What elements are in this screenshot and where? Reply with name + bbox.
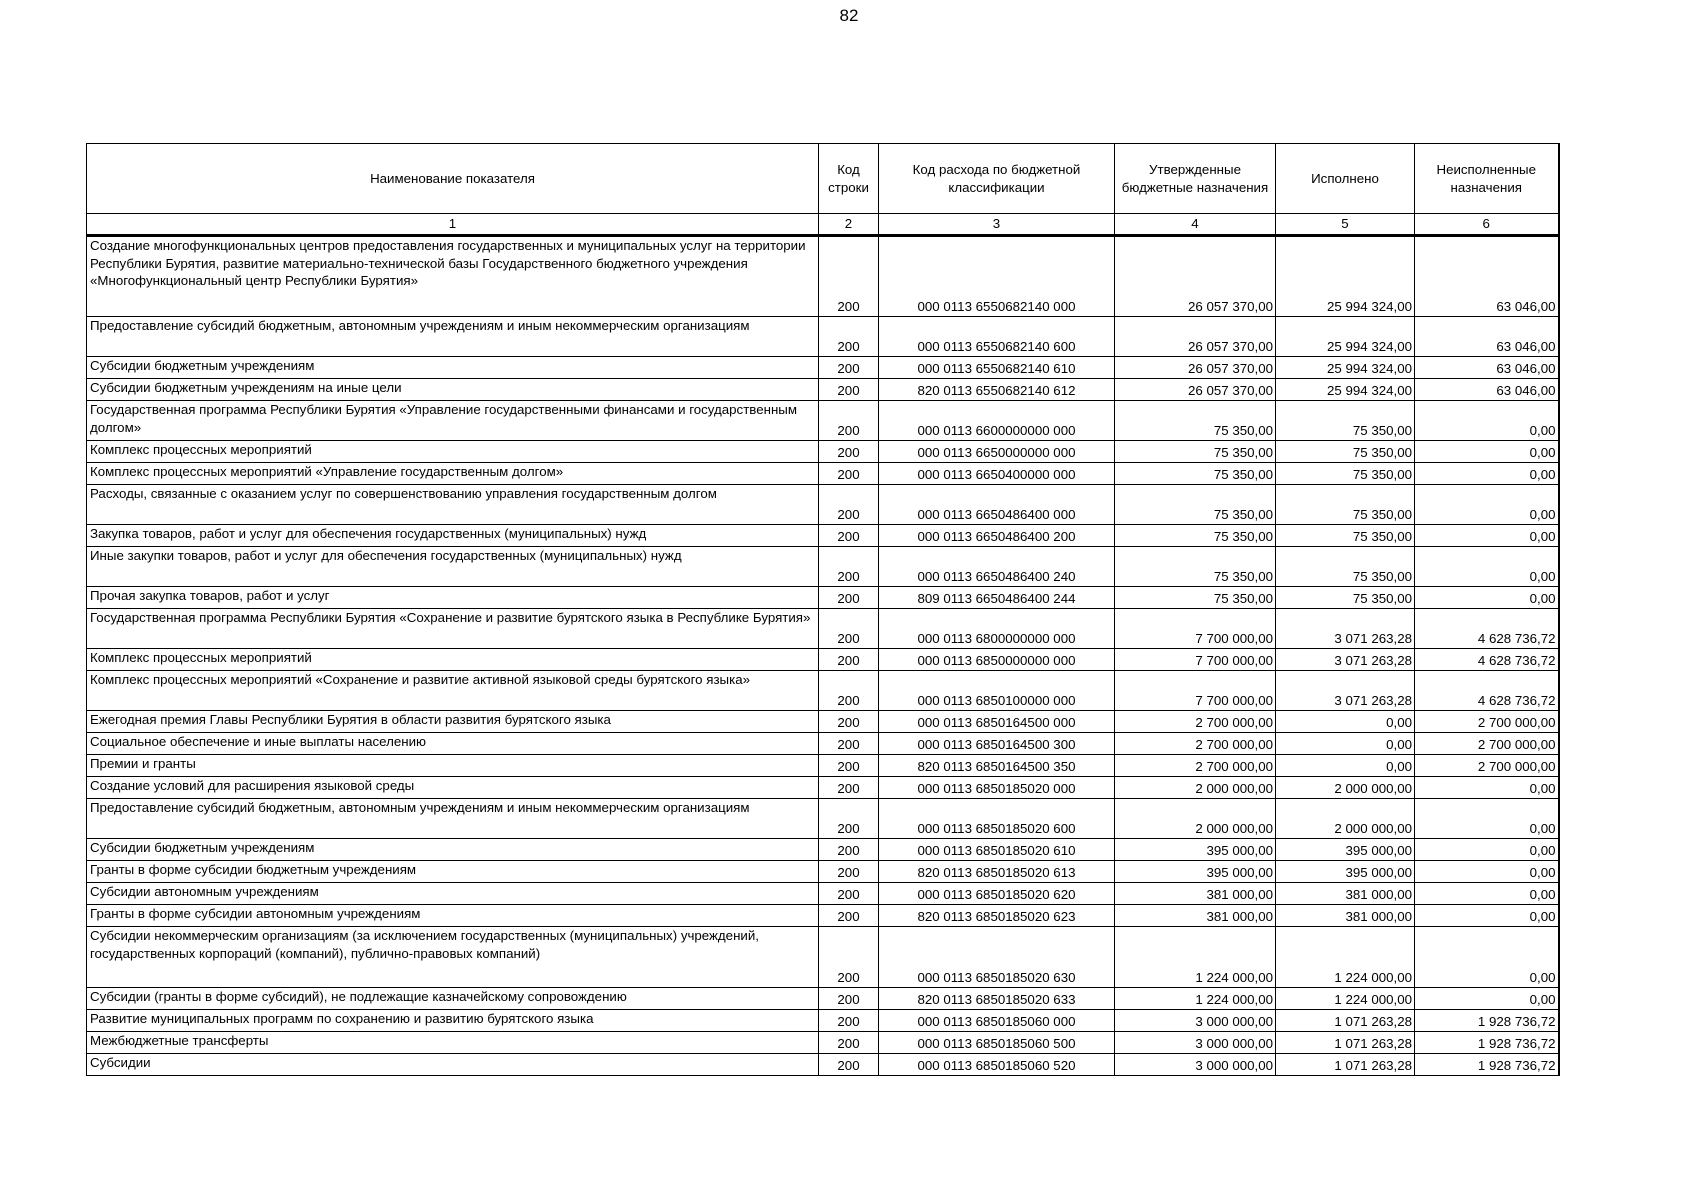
row-line-code: 200: [819, 441, 879, 463]
row-approved: 75 350,00: [1115, 463, 1276, 485]
row-line-code: 200: [819, 777, 879, 799]
row-budget-code: 000 0113 6850185020 630: [879, 927, 1115, 988]
budget-execution-table: [86, 143, 1560, 1076]
header-approved: Утвержденные бюджетные назначения: [1115, 144, 1276, 214]
row-executed: 3 071 263,28: [1276, 609, 1415, 649]
row-unexecuted: 0,00: [1415, 463, 1559, 485]
table-row: [87, 671, 1559, 711]
table-row: [87, 1010, 1559, 1032]
row-budget-code: 000 0113 6650486400 240: [879, 547, 1115, 587]
row-unexecuted: 0,00: [1415, 839, 1559, 861]
row-budget-code: 000 0113 6550682140 610: [879, 357, 1115, 379]
table-row: [87, 711, 1559, 733]
row-budget-code: 820 0113 6850185020 623: [879, 905, 1115, 927]
row-approved: 381 000,00: [1115, 905, 1276, 927]
row-budget-code: 000 0113 6650486400 000: [879, 485, 1115, 525]
row-executed: 3 071 263,28: [1276, 649, 1415, 671]
row-name: Субсидии бюджетным учреждениям: [87, 357, 819, 379]
row-budget-code: 000 0113 6650000000 000: [879, 441, 1115, 463]
row-line-code: 200: [819, 1010, 879, 1032]
column-number: 4: [1115, 214, 1276, 236]
table-row: [87, 379, 1559, 401]
row-name: Ежегодная премия Главы Республики Бурятия в области развития бурятского языка: [87, 711, 819, 733]
row-executed: 0,00: [1276, 711, 1415, 733]
row-unexecuted: 0,00: [1415, 587, 1559, 609]
row-name: Комплекс процессных мероприятий «Сохранение и развитие активной языковой среды бурятского языка»: [87, 671, 819, 711]
row-name: Комплекс процессных мероприятий: [87, 441, 819, 463]
table-row: [87, 317, 1559, 357]
row-name: Развитие муниципальных программ по сохранению и развитию бурятского языка: [87, 1010, 819, 1032]
row-budget-code: 000 0113 6850185020 620: [879, 883, 1115, 905]
row-name: Предоставление субсидий бюджетным, автономным учреждениям и иным некоммерческим организациям: [87, 317, 819, 357]
row-executed: 75 350,00: [1276, 547, 1415, 587]
row-line-code: 200: [819, 357, 879, 379]
table-row: [87, 587, 1559, 609]
row-approved: 7 700 000,00: [1115, 609, 1276, 649]
row-approved: 75 350,00: [1115, 441, 1276, 463]
table-row: [87, 927, 1559, 988]
row-executed: 75 350,00: [1276, 401, 1415, 441]
row-line-code: 200: [819, 547, 879, 587]
table-body: [87, 236, 1559, 1076]
row-name: Создание условий для расширения языковой среды: [87, 777, 819, 799]
table-row: [87, 905, 1559, 927]
row-approved: 1 224 000,00: [1115, 988, 1276, 1010]
table-header: [87, 144, 1559, 236]
row-name: Гранты в форме субсидии автономным учреждениям: [87, 905, 819, 927]
row-line-code: 200: [819, 236, 879, 317]
row-unexecuted: 0,00: [1415, 441, 1559, 463]
column-number: 2: [819, 214, 879, 236]
row-approved: 1 224 000,00: [1115, 927, 1276, 988]
row-name: Иные закупки товаров, работ и услуг для обеспечения государственных (муниципальных) нужд: [87, 547, 819, 587]
row-executed: 25 994 324,00: [1276, 236, 1415, 317]
table-row: [87, 609, 1559, 649]
row-approved: 26 057 370,00: [1115, 236, 1276, 317]
row-approved: 3 000 000,00: [1115, 1032, 1276, 1054]
row-approved: 3 000 000,00: [1115, 1010, 1276, 1032]
row-executed: 2 000 000,00: [1276, 777, 1415, 799]
row-line-code: 200: [819, 1032, 879, 1054]
row-unexecuted: 2 700 000,00: [1415, 711, 1559, 733]
table-row: [87, 988, 1559, 1010]
row-approved: 2 700 000,00: [1115, 733, 1276, 755]
row-budget-code: 000 0113 6850185060 520: [879, 1054, 1115, 1076]
row-unexecuted: 0,00: [1415, 883, 1559, 905]
table-row: [87, 463, 1559, 485]
row-name: Межбюджетные трансферты: [87, 1032, 819, 1054]
row-line-code: 200: [819, 463, 879, 485]
row-name: Субсидии некоммерческим организациям (за исключением государственных (муниципальных) учреждений, государственных корпораций (компаний), публично-правовых компаний): [87, 927, 819, 988]
row-line-code: 200: [819, 839, 879, 861]
row-approved: 26 057 370,00: [1115, 317, 1276, 357]
row-executed: 75 350,00: [1276, 463, 1415, 485]
table-row: [87, 1054, 1559, 1076]
row-unexecuted: 63 046,00: [1415, 317, 1559, 357]
row-approved: 75 350,00: [1115, 401, 1276, 441]
row-executed: 2 000 000,00: [1276, 799, 1415, 839]
row-budget-code: 809 0113 6650486400 244: [879, 587, 1115, 609]
row-unexecuted: 0,00: [1415, 927, 1559, 988]
row-unexecuted: 0,00: [1415, 485, 1559, 525]
row-line-code: 200: [819, 317, 879, 357]
row-executed: 25 994 324,00: [1276, 317, 1415, 357]
row-line-code: 200: [819, 1054, 879, 1076]
row-approved: 75 350,00: [1115, 547, 1276, 587]
table-row: [87, 799, 1559, 839]
table-row: [87, 441, 1559, 463]
row-line-code: 200: [819, 671, 879, 711]
row-executed: 381 000,00: [1276, 883, 1415, 905]
header-line-code: Код строки: [819, 144, 879, 214]
row-approved: 26 057 370,00: [1115, 357, 1276, 379]
row-unexecuted: 63 046,00: [1415, 379, 1559, 401]
row-approved: 75 350,00: [1115, 587, 1276, 609]
row-name: Субсидии: [87, 1054, 819, 1076]
row-name: Предоставление субсидий бюджетным, автономным учреждениям и иным некоммерческим организациям: [87, 799, 819, 839]
table-row: [87, 525, 1559, 547]
column-number: 1: [87, 214, 819, 236]
row-line-code: 200: [819, 733, 879, 755]
table-row: [87, 777, 1559, 799]
row-approved: 7 700 000,00: [1115, 671, 1276, 711]
header-name: Наименование показателя: [87, 144, 819, 214]
row-line-code: 200: [819, 609, 879, 649]
row-line-code: 200: [819, 799, 879, 839]
table-row: [87, 236, 1559, 317]
row-budget-code: 000 0113 6550682140 600: [879, 317, 1115, 357]
row-name: Гранты в форме субсидии бюджетным учреждениям: [87, 861, 819, 883]
row-approved: 381 000,00: [1115, 883, 1276, 905]
row-line-code: 200: [819, 587, 879, 609]
row-budget-code: 000 0113 6650486400 200: [879, 525, 1115, 547]
row-budget-code: 000 0113 6850000000 000: [879, 649, 1115, 671]
row-line-code: 200: [819, 861, 879, 883]
row-line-code: 200: [819, 401, 879, 441]
row-name: Субсидии автономным учреждениям: [87, 883, 819, 905]
row-unexecuted: 0,00: [1415, 547, 1559, 587]
row-executed: 1 071 263,28: [1276, 1010, 1415, 1032]
row-name: Государственная программа Республики Бурятия «Сохранение и развитие бурятского языка в Республике Бурятия»: [87, 609, 819, 649]
table-row: [87, 401, 1559, 441]
table-row: [87, 883, 1559, 905]
row-unexecuted: 0,00: [1415, 905, 1559, 927]
row-budget-code: 000 0113 6850185060 500: [879, 1032, 1115, 1054]
row-name: Премии и гранты: [87, 755, 819, 777]
row-budget-code: 820 0113 6850164500 350: [879, 755, 1115, 777]
row-unexecuted: 63 046,00: [1415, 357, 1559, 379]
row-name: Социальное обеспечение и иные выплаты населению: [87, 733, 819, 755]
header-budget-code: Код расхода по бюджетной классификации: [879, 144, 1115, 214]
row-unexecuted: 2 700 000,00: [1415, 733, 1559, 755]
row-line-code: 200: [819, 927, 879, 988]
row-budget-code: 000 0113 6850185060 000: [879, 1010, 1115, 1032]
row-budget-code: 000 0113 6800000000 000: [879, 609, 1115, 649]
row-unexecuted: 0,00: [1415, 988, 1559, 1010]
row-line-code: 200: [819, 525, 879, 547]
row-executed: 1 224 000,00: [1276, 927, 1415, 988]
row-budget-code: 000 0113 6850164500 300: [879, 733, 1115, 755]
column-number: 3: [879, 214, 1115, 236]
row-executed: 75 350,00: [1276, 525, 1415, 547]
row-name: Субсидии (гранты в форме субсидий), не подлежащие казначейскому сопровождению: [87, 988, 819, 1010]
row-approved: 2 000 000,00: [1115, 777, 1276, 799]
row-executed: 1 071 263,28: [1276, 1032, 1415, 1054]
row-unexecuted: 1 928 736,72: [1415, 1032, 1559, 1054]
row-line-code: 200: [819, 905, 879, 927]
row-executed: 25 994 324,00: [1276, 379, 1415, 401]
row-unexecuted: 2 700 000,00: [1415, 755, 1559, 777]
header-executed: Исполнено: [1276, 144, 1415, 214]
row-approved: 395 000,00: [1115, 839, 1276, 861]
row-line-code: 200: [819, 485, 879, 525]
table-row: [87, 357, 1559, 379]
table-row: [87, 755, 1559, 777]
row-name: Комплекс процессных мероприятий «Управление государственным долгом»: [87, 463, 819, 485]
row-executed: 1 224 000,00: [1276, 988, 1415, 1010]
row-name: Прочая закупка товаров, работ и услуг: [87, 587, 819, 609]
row-unexecuted: 0,00: [1415, 799, 1559, 839]
row-name: Закупка товаров, работ и услуг для обеспечения государственных (муниципальных) нужд: [87, 525, 819, 547]
page-number: 82: [839, 6, 859, 25]
row-name: Комплекс процессных мероприятий: [87, 649, 819, 671]
row-approved: 75 350,00: [1115, 485, 1276, 525]
table-row: [87, 1032, 1559, 1054]
row-unexecuted: 4 628 736,72: [1415, 671, 1559, 711]
row-budget-code: 820 0113 6850185020 633: [879, 988, 1115, 1010]
row-unexecuted: 0,00: [1415, 525, 1559, 547]
row-budget-code: 000 0113 6850185020 000: [879, 777, 1115, 799]
row-approved: 3 000 000,00: [1115, 1054, 1276, 1076]
row-executed: 75 350,00: [1276, 441, 1415, 463]
row-unexecuted: 4 628 736,72: [1415, 609, 1559, 649]
row-executed: 0,00: [1276, 733, 1415, 755]
row-executed: 0,00: [1276, 755, 1415, 777]
row-name: Субсидии бюджетным учреждениям на иные цели: [87, 379, 819, 401]
row-approved: 75 350,00: [1115, 525, 1276, 547]
row-executed: 75 350,00: [1276, 587, 1415, 609]
column-number: 5: [1276, 214, 1415, 236]
row-budget-code: 820 0113 6550682140 612: [879, 379, 1115, 401]
row-approved: 7 700 000,00: [1115, 649, 1276, 671]
row-unexecuted: 0,00: [1415, 401, 1559, 441]
column-number-row: [87, 214, 1559, 236]
row-name: Субсидии бюджетным учреждениям: [87, 839, 819, 861]
row-line-code: 200: [819, 988, 879, 1010]
row-budget-code: 000 0113 6550682140 000: [879, 236, 1115, 317]
row-approved: 2 700 000,00: [1115, 755, 1276, 777]
table-row: [87, 839, 1559, 861]
row-unexecuted: 0,00: [1415, 777, 1559, 799]
row-executed: 1 071 263,28: [1276, 1054, 1415, 1076]
row-executed: 395 000,00: [1276, 861, 1415, 883]
table-row: [87, 861, 1559, 883]
row-name: Государственная программа Республики Бурятия «Управление государственными финансами и государственным долгом»: [87, 401, 819, 441]
table-row: [87, 649, 1559, 671]
row-approved: 26 057 370,00: [1115, 379, 1276, 401]
row-budget-code: 000 0113 6850185020 610: [879, 839, 1115, 861]
row-unexecuted: 1 928 736,72: [1415, 1054, 1559, 1076]
row-budget-code: 000 0113 6850100000 000: [879, 671, 1115, 711]
row-executed: 25 994 324,00: [1276, 357, 1415, 379]
row-line-code: 200: [819, 649, 879, 671]
table-row: [87, 485, 1559, 525]
row-line-code: 200: [819, 711, 879, 733]
row-name: Создание многофункциональных центров предоставления государственных и муниципальных услуг на территории Республики Бурятия, развитие материально-технической базы Государственного бюджетного учреждения «Многофункциональный центр Республики Бурятия»: [87, 236, 819, 317]
header-unexecuted: Неисполненные назначения: [1415, 144, 1559, 214]
row-budget-code: 000 0113 6850164500 000: [879, 711, 1115, 733]
table-row: [87, 547, 1559, 587]
row-line-code: 200: [819, 755, 879, 777]
row-budget-code: 820 0113 6850185020 613: [879, 861, 1115, 883]
row-name: Расходы, связанные с оказанием услуг по совершенствованию управления государственным долгом: [87, 485, 819, 525]
row-line-code: 200: [819, 883, 879, 905]
row-approved: 2 700 000,00: [1115, 711, 1276, 733]
row-approved: 2 000 000,00: [1115, 799, 1276, 839]
column-number: 6: [1415, 214, 1559, 236]
row-unexecuted: 4 628 736,72: [1415, 649, 1559, 671]
row-executed: 75 350,00: [1276, 485, 1415, 525]
row-budget-code: 000 0113 6600000000 000: [879, 401, 1115, 441]
row-approved: 395 000,00: [1115, 861, 1276, 883]
row-line-code: 200: [819, 379, 879, 401]
row-budget-code: 000 0113 6850185020 600: [879, 799, 1115, 839]
row-executed: 3 071 263,28: [1276, 671, 1415, 711]
row-unexecuted: 63 046,00: [1415, 236, 1559, 317]
row-executed: 395 000,00: [1276, 839, 1415, 861]
row-unexecuted: 1 928 736,72: [1415, 1010, 1559, 1032]
row-budget-code: 000 0113 6650400000 000: [879, 463, 1115, 485]
table-row: [87, 733, 1559, 755]
row-executed: 381 000,00: [1276, 905, 1415, 927]
row-unexecuted: 0,00: [1415, 861, 1559, 883]
